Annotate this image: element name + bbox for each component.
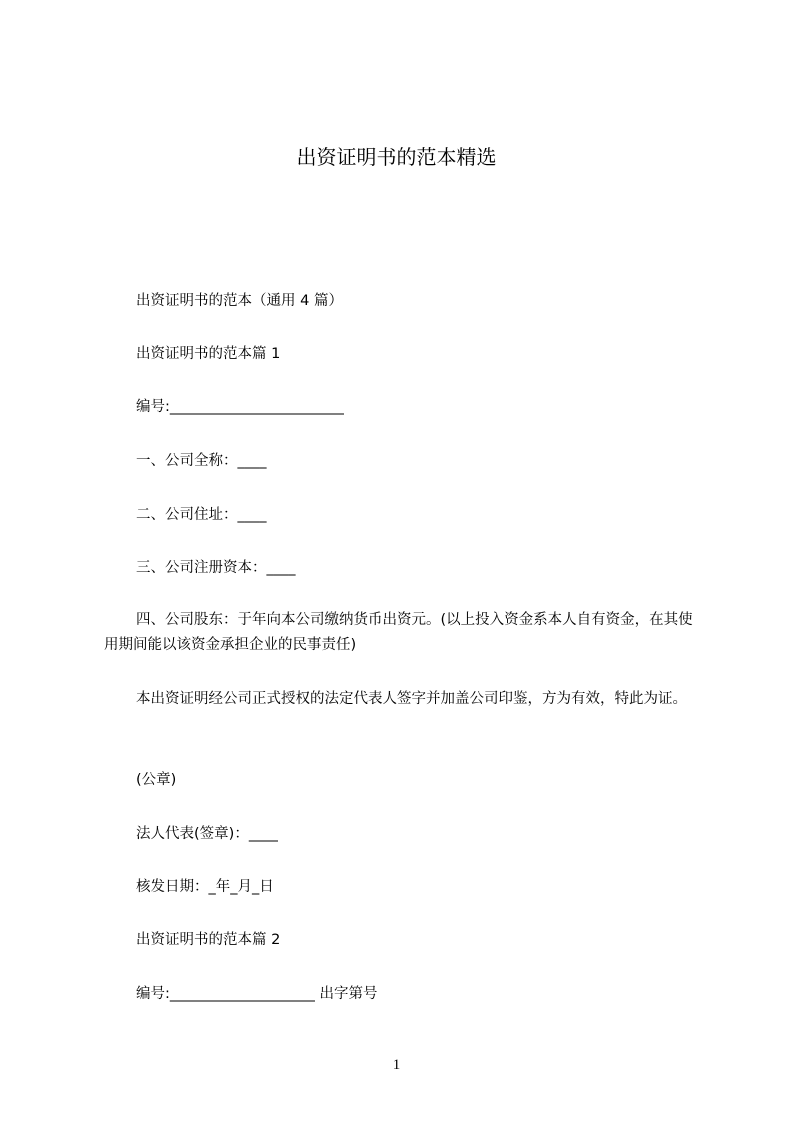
serial-number-field-2: 编号:____________________ 出字第号 [136,986,378,1002]
document-title: 出资证明书的范本精选 [296,145,497,169]
page-number: 1 [392,1057,401,1073]
serial-number-field-1: 编号:________________________ [136,399,344,415]
section-1-heading: 出资证明书的范本篇 1 [136,346,281,362]
legal-representative-field: 法人代表(签章)：____ [136,826,278,842]
section-2-heading: 出资证明书的范本篇 2 [136,932,281,948]
issue-date-field: 核发日期：_年_月_日 [136,879,274,895]
registered-capital-field: 三、公司注册资本：____ [136,560,296,576]
document-subtitle: 出资证明书的范本（通用 4 篇） [136,293,343,309]
company-name-field: 一、公司全称：____ [136,453,267,469]
company-address-field: 二、公司住址：____ [136,507,267,523]
validity-statement-paragraph: 本出资证明经公司正式授权的法定代表人签字并加盖公司印鉴，方为有效，特此为证。 [136,691,687,707]
official-seal-label: (公章) [136,772,177,788]
shareholder-paragraph: 四、公司股东：于年向本公司缴纳货币出资元。(以上投入资金系本人自有资金，在其使用期间能以该资金承担企业的民事责任) [104,612,693,653]
